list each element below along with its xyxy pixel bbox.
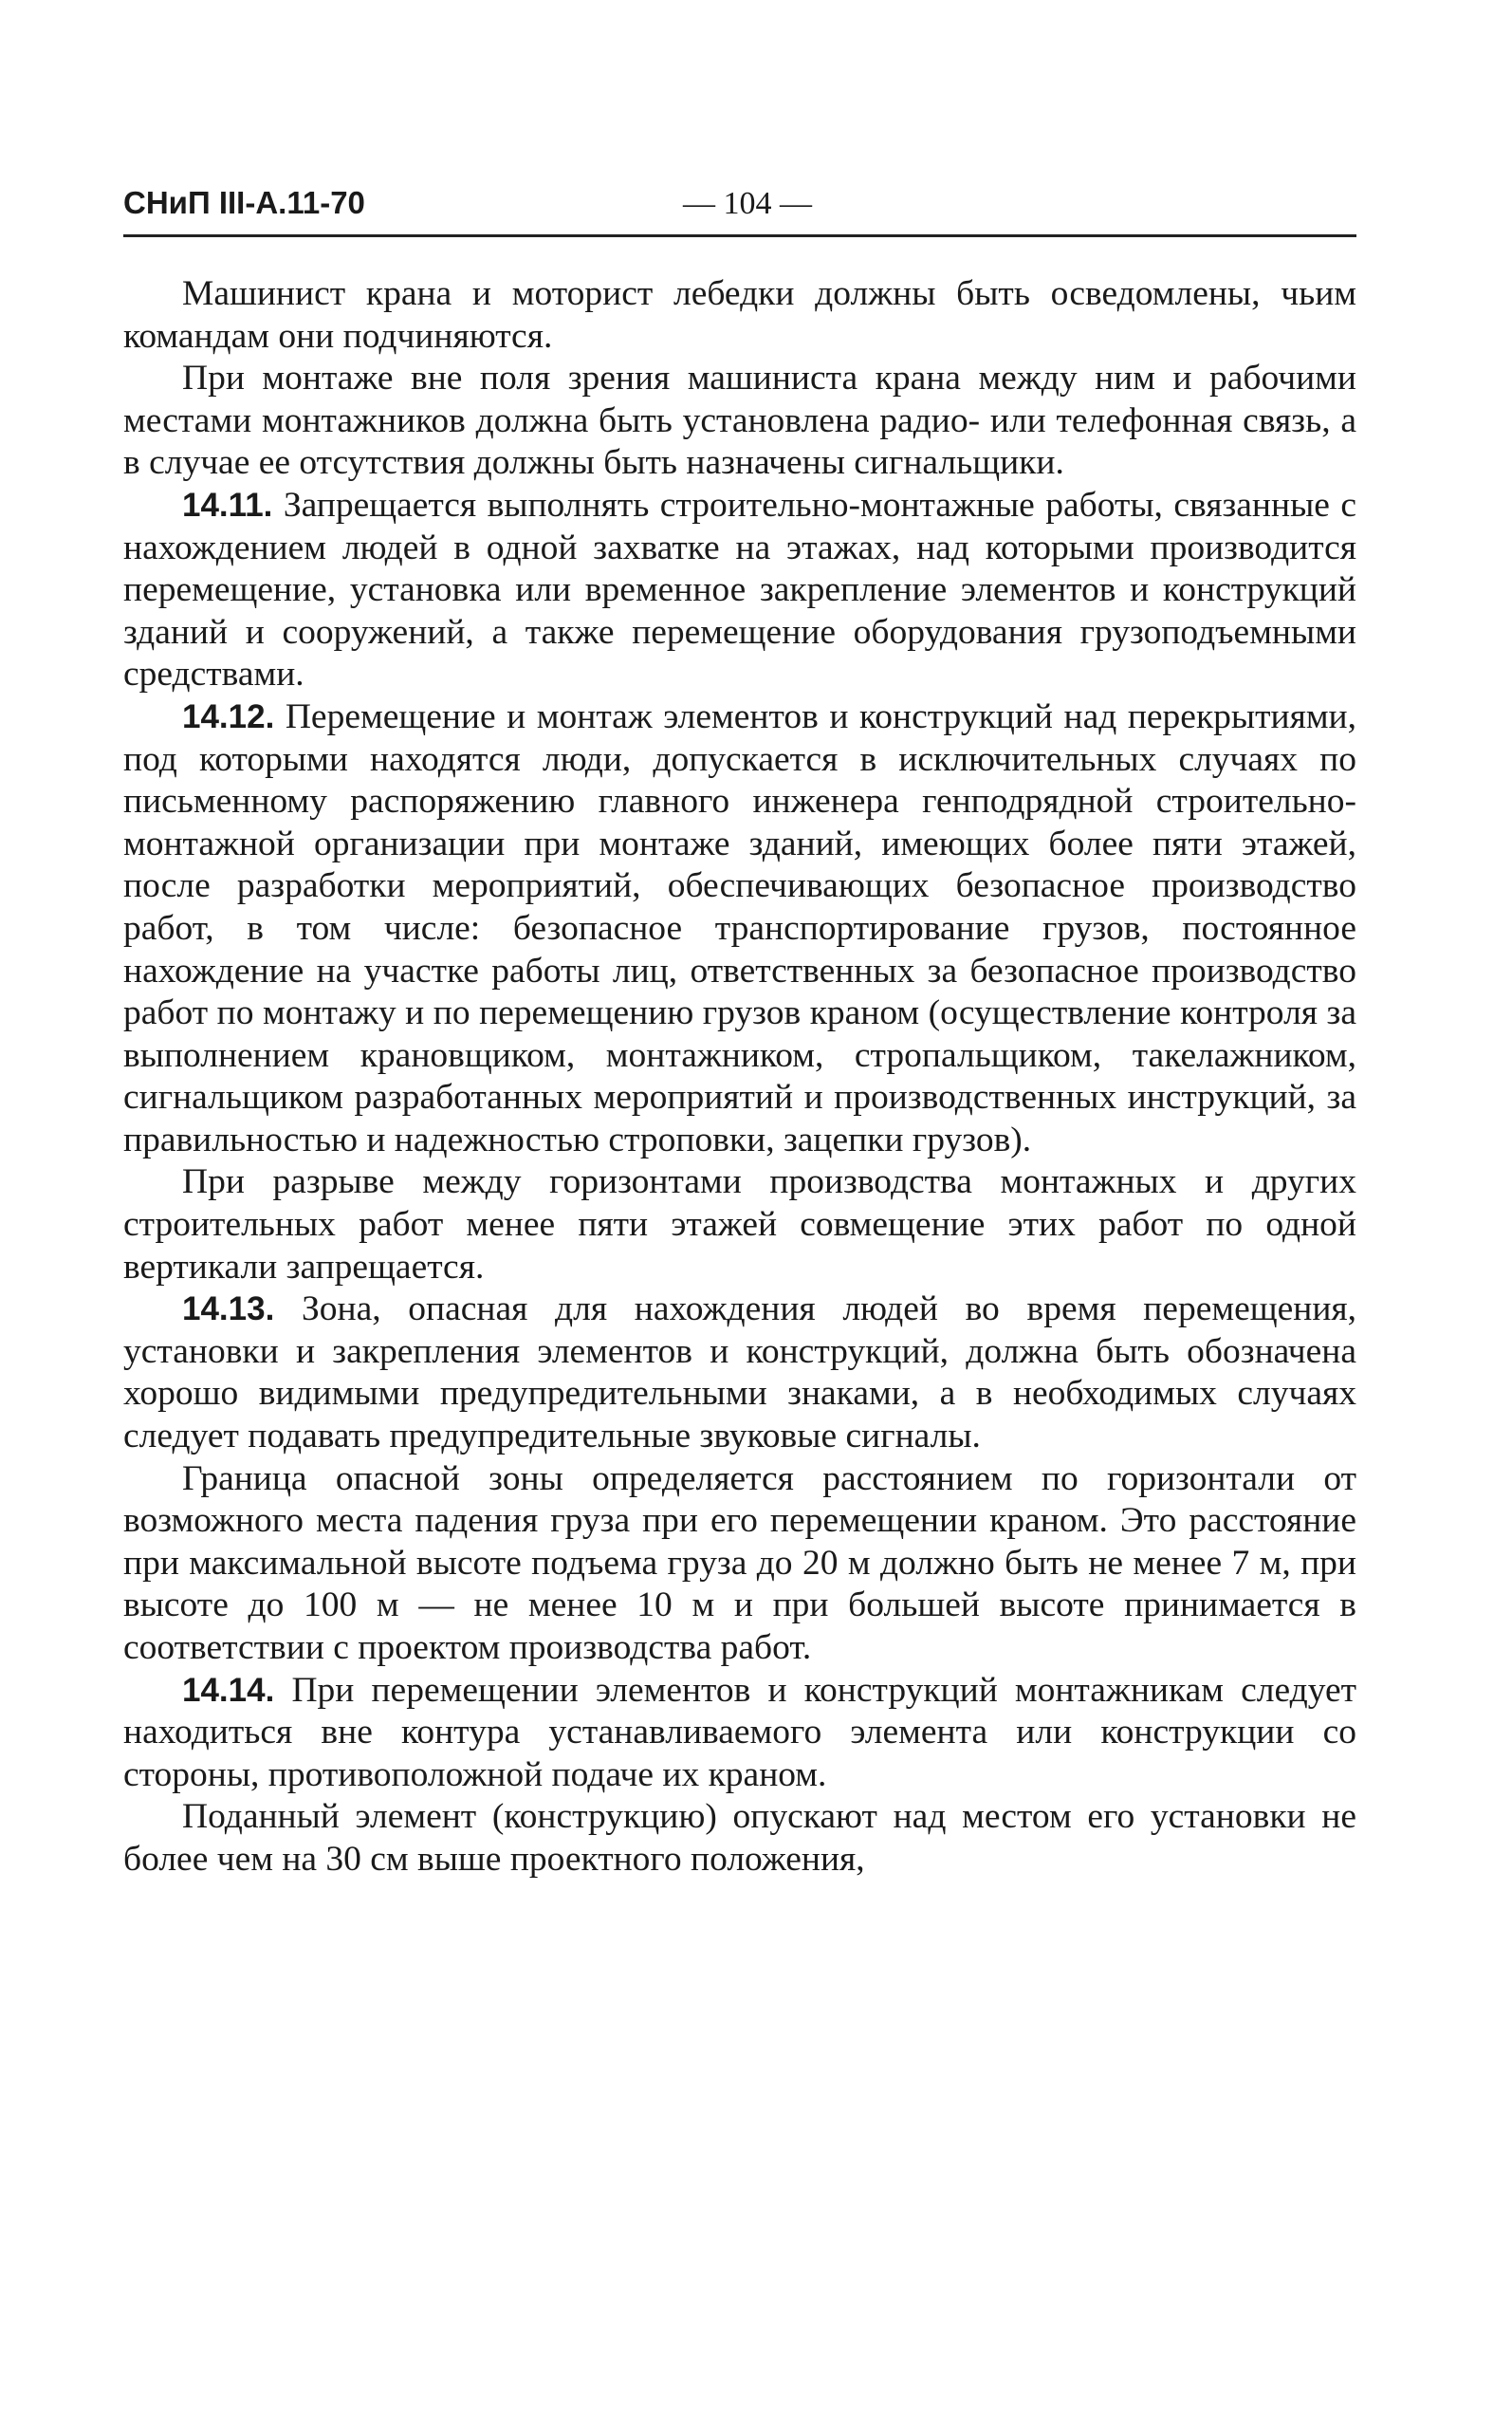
paragraph bbox=[123, 485, 1356, 696]
paragraph-text: Перемещение и монтаж элементов и конструкций над перекрытиями, под которыми находятся люди, допускается в исключительных случаях по письменному распоряжению главного инженера генподрядной строительно-монтажной организации при монтаже зданий, имеющих более пяти этажей, после разработки мероприятий, обеспечивающих безопасное производство работ, в том числе: безопасное транспортирование грузов, постоянное нахождение на участке работы лиц, ответственных за безопасное производство работ по монтажу и по перемещению грузов краном (осуществление контроля за выполнением крановщиком, монтажником, стропальщиком, такелажником, сигнальщиком разработанных мероприятий и производственных инструкций, за правильностью и надежностью строповки, зацепки грузов). bbox=[123, 696, 1356, 1159]
paragraph bbox=[123, 696, 1356, 1162]
paragraph-text: Поданный элемент (конструкцию) опускают над местом его установки не более чем на 30 см выше проектного положения, bbox=[123, 1797, 1356, 1879]
paragraph bbox=[123, 1161, 1356, 1288]
paragraph-text: Запрещается выполнять строительно-монтажные работы, связанные с нахождением людей в одной захватке на этажах, над которыми производится перемещение, установка или временное закрепление элементов и конструкций зданий и сооружений, а также перемещение оборудования грузоподъемными средствами. bbox=[123, 485, 1356, 695]
paragraph-text: При разрыве между горизонтами производства монтажных и других строительных работ менее пяти этажей совмещение этих работ по одной вертикали запрещается. bbox=[123, 1162, 1356, 1287]
paragraph-text: Машинист крана и моторист лебедки должны быть осведомлены, чьим командам они подчиняются. bbox=[123, 274, 1356, 356]
page-number: — 104 — bbox=[683, 186, 812, 221]
paragraph bbox=[123, 358, 1356, 485]
paragraph-number: 14.11. bbox=[182, 486, 273, 524]
paragraph bbox=[123, 273, 1356, 358]
document-code: СНиП III-А.11-70 bbox=[123, 185, 365, 220]
paragraph bbox=[123, 1288, 1356, 1457]
paragraph bbox=[123, 1670, 1356, 1797]
paragraph bbox=[123, 1458, 1356, 1670]
paragraph bbox=[123, 1796, 1356, 1881]
paragraph-text: При монтаже вне поля зрения машиниста крана между ним и рабочими местами монтажников должна быть установлена радио- или телефонная связь, а в случае ее отсутствия должны быть назначены сигнальщики. bbox=[123, 359, 1356, 483]
paragraph-number: 14.14. bbox=[182, 1671, 275, 1709]
paragraph-text: Зона, опасная для нахождения людей во время перемещения, установки и закрепления элементов и конструкций, должна быть обозначена хорошо видимыми предупредительными знаками, а в необходимых случаях следует подавать предупредительные звуковые сигналы. bbox=[123, 1289, 1357, 1456]
page-header bbox=[123, 185, 1356, 229]
paragraph-text: Граница опасной зоны определяется расстоянием по горизонтали от возможного места падения груза при его перемещении краном. Это расстояние при максимальной высоте подъема груза до 20 м должно быть не менее 7 м, при высоте до 100 м — не менее 10 м и при большей высоте принимается в соответствии с проектом производства работ. bbox=[123, 1458, 1356, 1667]
header-rule bbox=[123, 234, 1356, 237]
body-text bbox=[123, 273, 1356, 1882]
paragraph-text: При перемещении элементов и конструкций монтажникам следует находиться вне контура устанавливаемого элемента или конструкции со стороны, противоположной подаче их краном. bbox=[123, 1670, 1356, 1794]
paragraph-number: 14.13. bbox=[182, 1290, 275, 1328]
document-page bbox=[123, 185, 1356, 1882]
paragraph-number: 14.12. bbox=[182, 697, 275, 735]
